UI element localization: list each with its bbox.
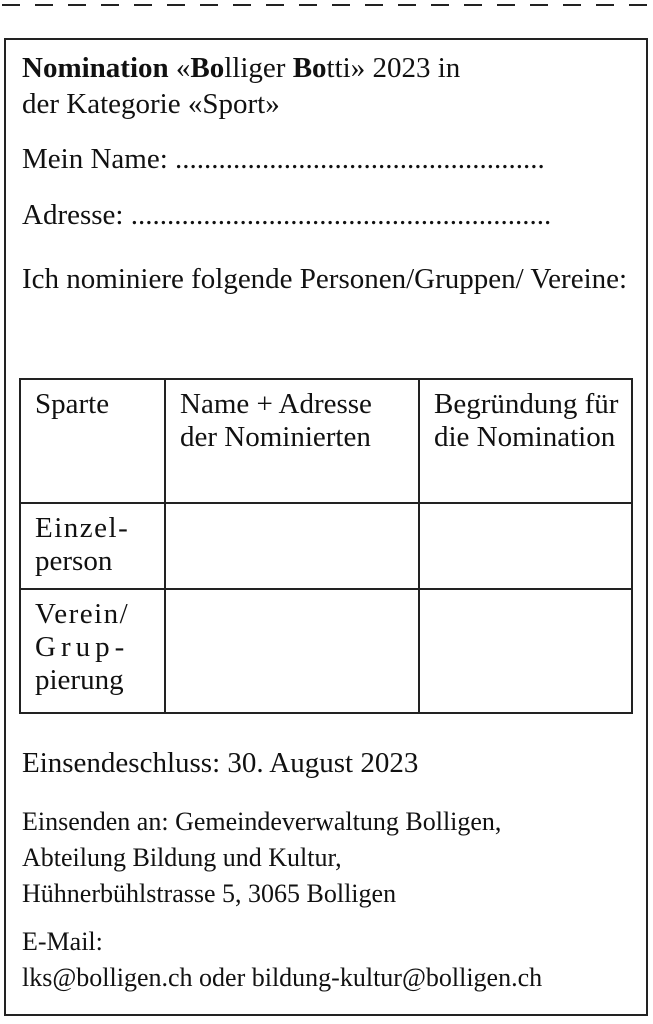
cut-line xyxy=(0,0,653,12)
category-line: Verein/ xyxy=(35,598,130,630)
category-line: Grup- xyxy=(35,631,130,663)
nomination-table xyxy=(19,378,633,714)
send-line: Abteilung Bildung und Kultur, xyxy=(22,843,342,872)
table-header-row xyxy=(20,379,632,503)
nominee-reason-cell[interactable] xyxy=(419,503,632,589)
email-addresses[interactable]: lks@bolligen.ch oder bildung-kultur@bolligen.ch xyxy=(22,963,543,992)
deadline-text: Einsendeschluss: 30. August 2023 xyxy=(22,747,419,779)
title-bold-bo: Bo xyxy=(292,52,327,84)
category-line: Einzel- xyxy=(35,512,130,544)
send-to-address xyxy=(22,804,642,912)
email-label: E-Mail: xyxy=(22,927,103,956)
name-field[interactable]: Mein Name: ................................................... xyxy=(22,143,545,175)
title-bold-nomination: Nomination xyxy=(22,52,169,84)
title-category: der Kategorie «Sport» xyxy=(22,88,280,120)
header-reason: Begründung für die Nomination xyxy=(419,379,632,503)
send-line: Einsenden an: Gemeindeverwaltung Bolligen, xyxy=(22,807,502,836)
category-verein xyxy=(20,589,165,713)
title-part: tti» 2023 in xyxy=(326,52,461,84)
header-name-address: Name + Adresse der Nominierten xyxy=(165,379,419,503)
email-block xyxy=(22,924,647,996)
nominee-name-cell[interactable] xyxy=(165,589,419,713)
header-sparte: Sparte xyxy=(20,379,165,503)
form-title xyxy=(22,50,632,122)
category-einzelperson xyxy=(20,503,165,589)
title-bold-bo: Bo xyxy=(190,52,225,84)
send-line: Hühnerbühlstrasse 5, 3065 Bolligen xyxy=(22,879,397,908)
address-field[interactable]: Adresse: .......................................................... xyxy=(22,199,552,231)
title-part: lliger xyxy=(224,52,293,84)
table-row xyxy=(20,503,632,589)
category-line: pierung xyxy=(35,664,124,696)
category-line: person xyxy=(35,545,113,577)
nominee-reason-cell[interactable] xyxy=(419,589,632,713)
intro-text: Ich nominiere folgende Personen/Gruppen/ Vereine: xyxy=(22,263,628,295)
nomination-coupon xyxy=(4,38,648,1016)
table-row xyxy=(20,589,632,713)
nominee-name-cell[interactable] xyxy=(165,503,419,589)
title-part: « xyxy=(168,52,191,84)
